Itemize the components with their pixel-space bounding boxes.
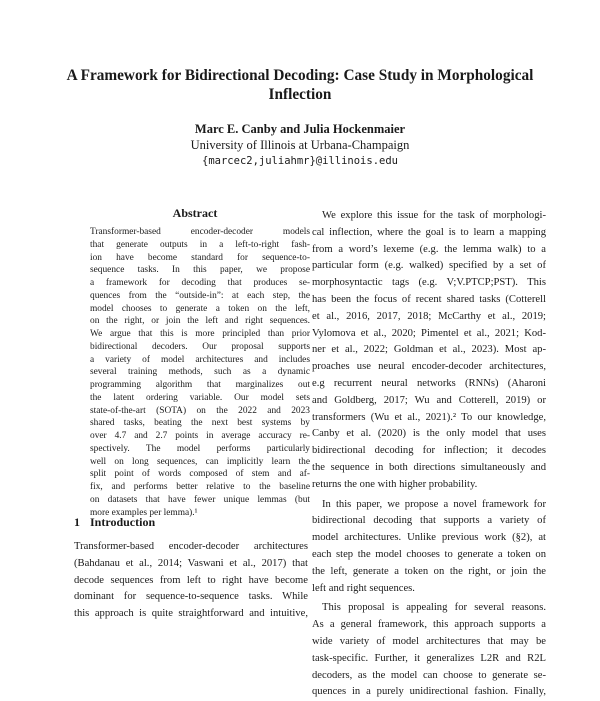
paragraph	[312, 208, 546, 494]
text-line: this approach is quite straightforward and intuitive,	[74, 608, 308, 620]
right-column	[312, 208, 546, 701]
text-line: As a general framework, this approach supports a	[312, 619, 546, 631]
text-line: returns the one with higher probability.	[312, 478, 478, 490]
text-line: (Bahdanau et al., 2014; Vaswani et al., 2017) that	[74, 557, 308, 569]
paragraph	[312, 497, 546, 598]
text-line: state-of-the-art (SOTA) on the 2022 and 2023	[90, 405, 310, 416]
text-line: sequence tasks. In this paper, we propose	[90, 265, 310, 276]
author-email: {marcec2,juliahmr}@illinois.edu	[202, 155, 398, 167]
text-line: and Goldberg, 2017; Wu and Cotterell, 2019) or	[312, 394, 546, 406]
author-block	[100, 121, 500, 169]
text-line: morphosyntactic tags (e.g. V;V.PTCP;PST). This	[312, 277, 546, 289]
affiliation: University of Illinois at Urbana-Champaign	[190, 138, 410, 152]
paragraph	[312, 600, 546, 701]
text-line: This proposal is appealing for several reasons.	[322, 602, 546, 614]
text-line: on the right, or join the left and right sequences.	[90, 316, 310, 327]
text-line: has been the focus of recent shared tasks (Cotterell	[312, 293, 546, 305]
text-line: quences from the “outside-in”: at each step, the	[90, 290, 310, 301]
text-line: model architectures. Unlike previous work (§2), at	[312, 532, 546, 544]
text-line: dominant for sequence-to-sequence tasks. While	[74, 591, 308, 603]
text-line: spectively. The model performs particularly	[90, 443, 310, 454]
abstract-heading: Abstract	[172, 206, 218, 220]
text-line: shared tasks, beating the next best systems by	[90, 418, 310, 429]
text-line: a variety of model architectures and includes	[90, 354, 310, 365]
text-line: the latent ordering variable. Our model sets	[90, 392, 310, 403]
text-line: programming algorithm that marginalizes out	[90, 380, 310, 390]
text-line: task-specific. Further, it generalizes L2R and R2L	[312, 652, 546, 664]
abstract-body	[90, 226, 310, 519]
text-line: decode sequences from left to right have become	[74, 574, 308, 586]
text-line: fix, and performs better relative to the baseline	[90, 482, 310, 492]
text-line: ion have become standard for sequence-to-	[90, 252, 310, 263]
text-line: Vylomova et al., 2020; Pimentel et al., 2021; Kod-	[312, 327, 546, 339]
text-line: bidirectional decoding that supports a variety of	[312, 515, 546, 527]
text-line: cal inflection, where the goal is to learn a mapping	[312, 226, 546, 238]
text-line: et al., 2016, 2017, 2018; McCarthy et al., 2019;	[312, 310, 546, 322]
text-line: over 4.7 and 2.7 points in average accuracy re-	[90, 431, 310, 441]
introduction-body	[74, 539, 308, 623]
text-line: more examples per lemma).¹	[90, 507, 198, 518]
text-line: model chooses to generate a token on the left,	[90, 303, 310, 314]
text-line: We argue that this is more principled than prior	[90, 329, 310, 339]
text-line: from a word’s lexeme (e.g. the lemma walk) to a	[312, 243, 546, 255]
text-line: well on long sequences, can implicitly learn the	[90, 456, 310, 467]
text-line: each step the model chooses to generate a token on	[312, 548, 546, 560]
text-line: bidirectional decoders. Our proposal supports	[90, 341, 310, 352]
text-line: split point of words composed of stem and af-	[90, 469, 310, 480]
text-line: We explore this issue for the task of morphologi-	[322, 210, 546, 221]
text-line: wide variety of model architectures that may be	[312, 635, 546, 647]
author-names: Marc E. Canby and Julia Hockenmaier	[194, 122, 406, 136]
text-line: several training methods, such as a dynamic	[90, 367, 310, 378]
text-line: Transformer-based encoder-decoder architectures	[74, 541, 308, 552]
text-line: In this paper, we propose a novel framework for	[322, 498, 546, 510]
paper-title	[60, 66, 540, 104]
text-line: the left, generate a token on the right, or join the	[312, 565, 546, 577]
text-line: Transformer-based encoder-decoder models	[90, 227, 310, 237]
section-heading-introduction	[74, 515, 155, 530]
text-line: Canby et al. (2020) is the only model that uses	[312, 428, 546, 440]
text-line: ner et al., 2022; Goldman et al., 2023). Most ap-	[312, 344, 546, 356]
title-line-2: Inflection	[268, 86, 332, 103]
text-line: the sequence in both directions simultaneously and	[312, 461, 546, 473]
text-line: particular form (e.g. walked) specified by a set of	[312, 260, 546, 272]
text-line: transformers (Wu et al., 2021).² To our knowledge,	[312, 411, 546, 423]
text-line: quences in a purely unidirectional fashion. Finally,	[312, 686, 546, 698]
text-line: proaches use neural encoder-decoder architectures,	[312, 361, 546, 373]
text-line: that generate outputs in a left-to-right fash-	[90, 239, 310, 250]
section-title: Introduction	[90, 515, 156, 529]
section-number: 1	[74, 515, 80, 529]
text-line: left and right sequences.	[312, 582, 415, 594]
text-line: e.g recurrent neural networks (RNNs) (Aharoni	[312, 377, 546, 389]
title-line-1: A Framework for Bidirectional Decoding: Case Study in Morphological	[66, 67, 534, 84]
text-line: bidirectional decoding for inflection; it decodes	[312, 445, 546, 457]
text-line: decoders, as the model can choose to generate se-	[312, 669, 546, 681]
text-line: a framework for decoding that produces se-	[90, 278, 310, 288]
text-line: on datasets that have fewer unique lemmas (but	[90, 494, 310, 505]
